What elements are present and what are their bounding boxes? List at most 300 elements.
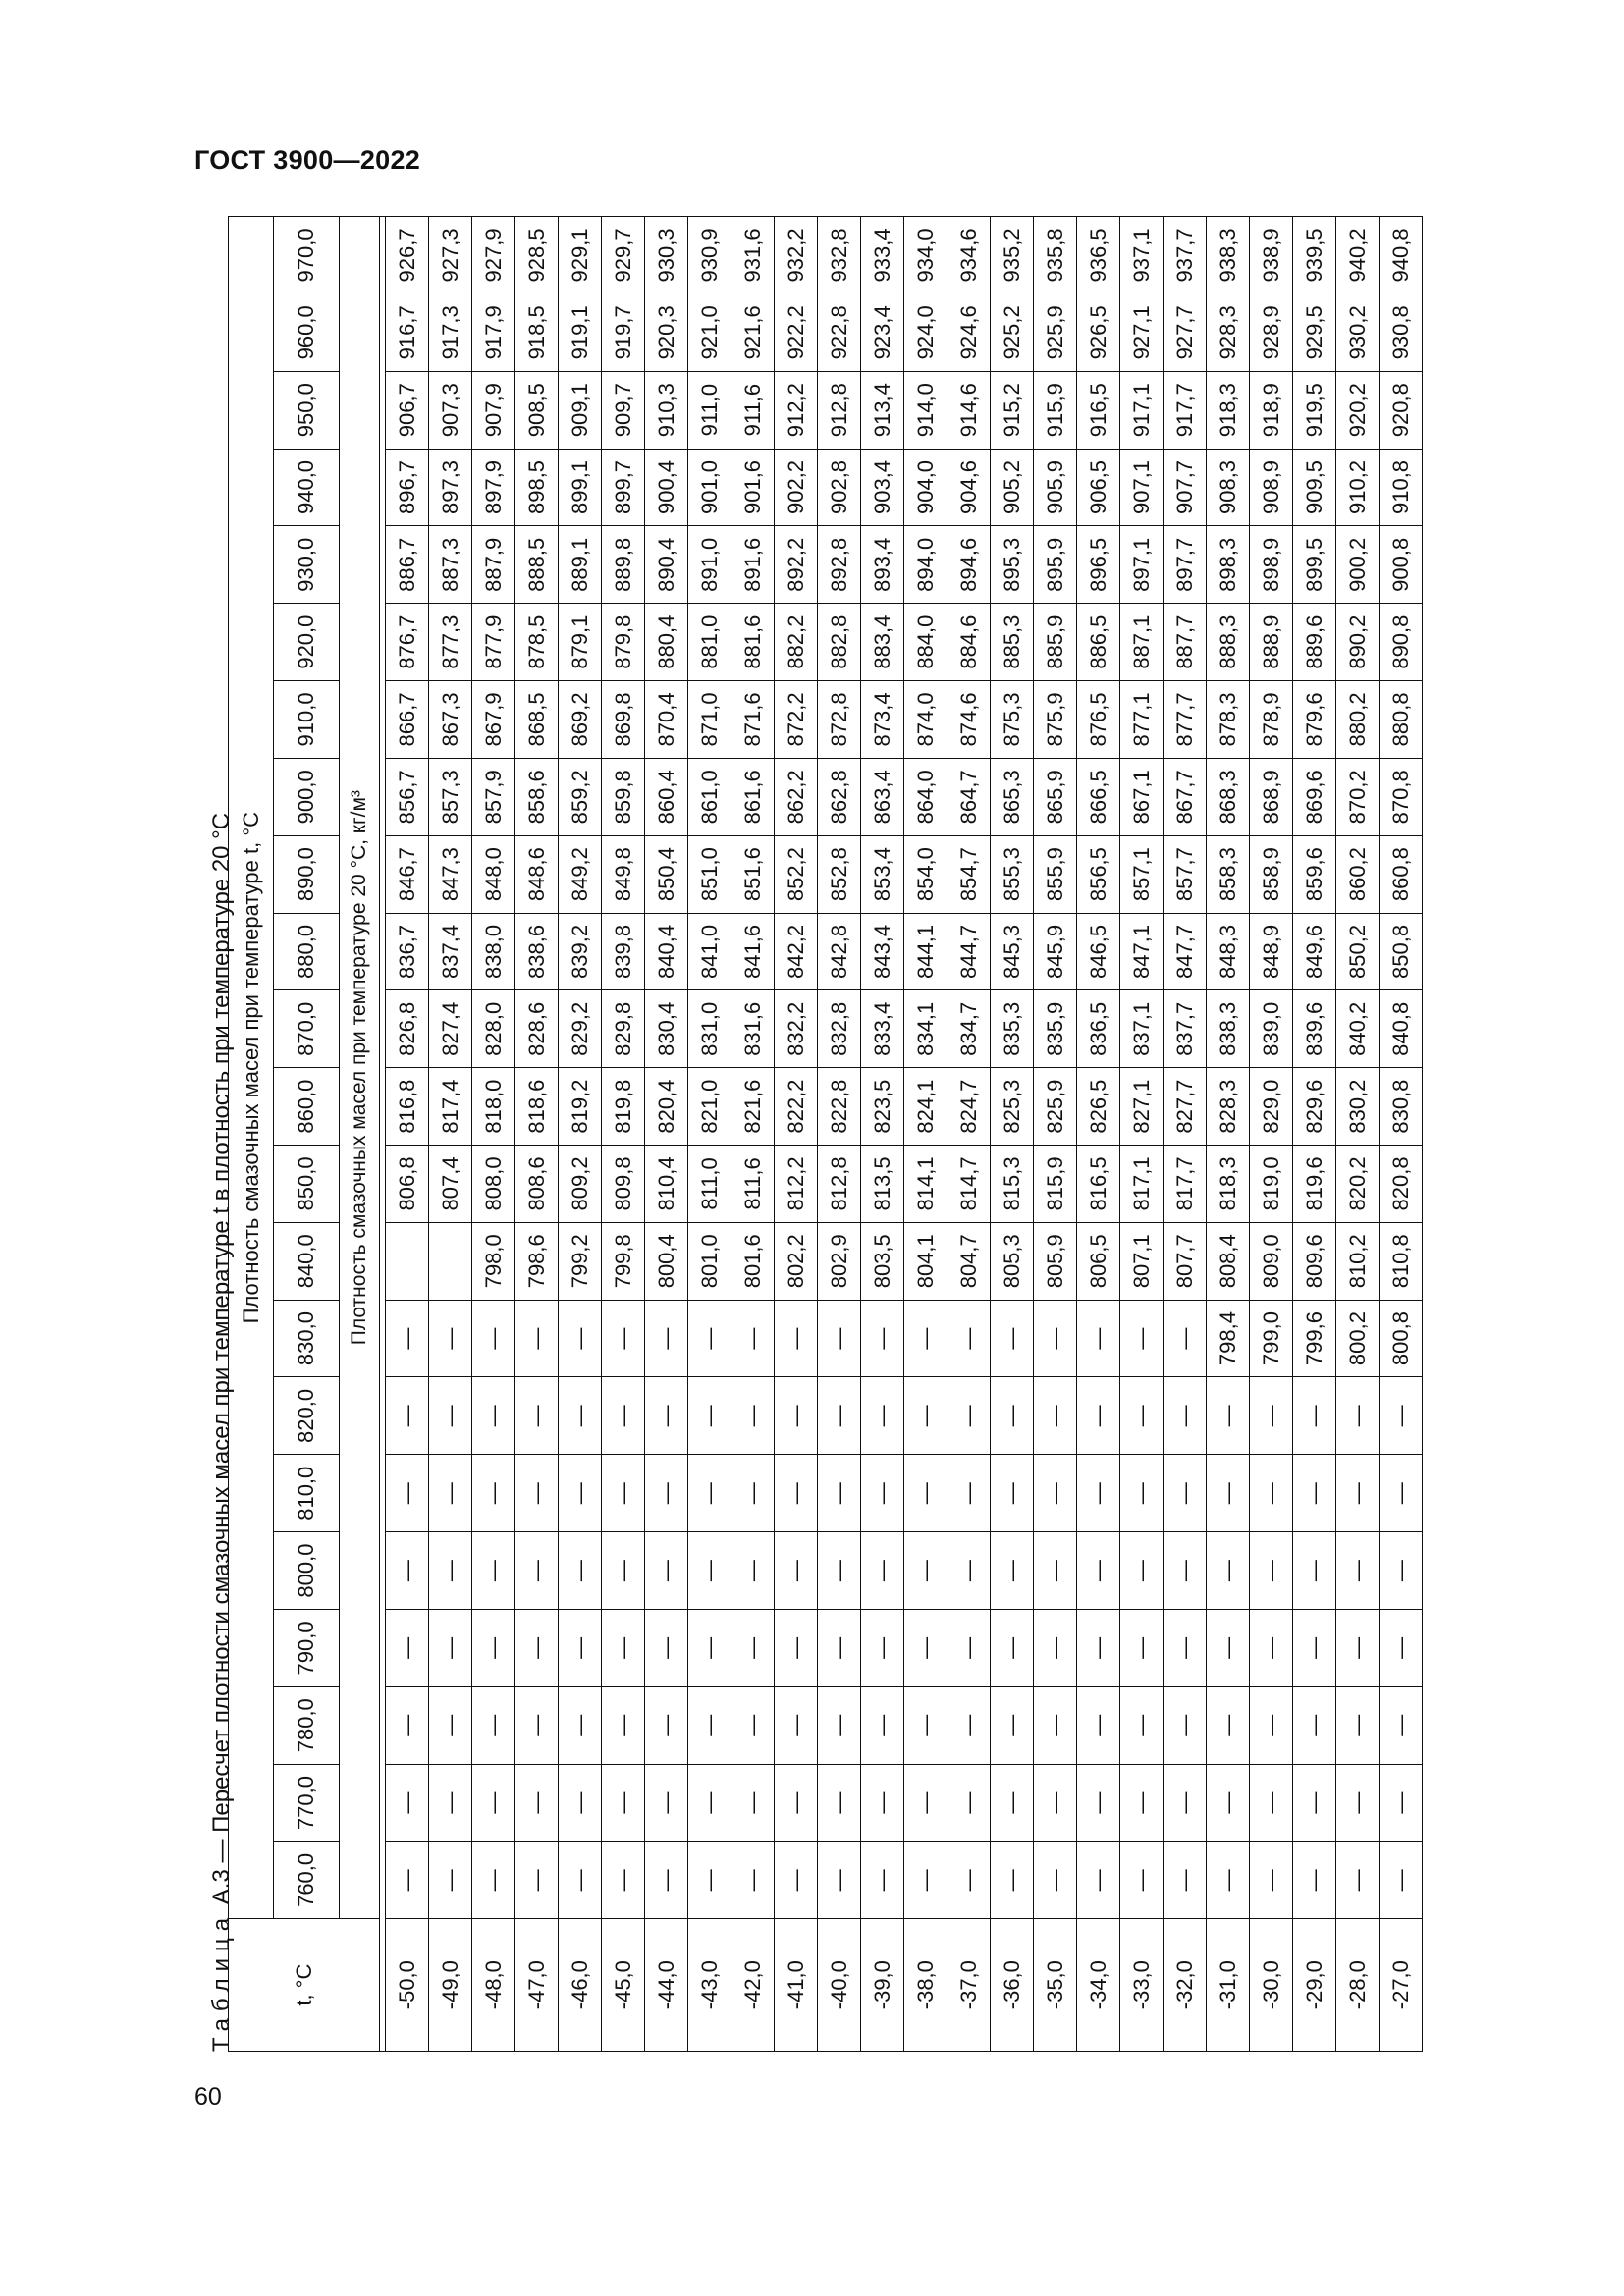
density-cell: 880,8: [1380, 681, 1423, 759]
density-cell: —: [645, 1377, 688, 1455]
table-row: [688, 217, 731, 2052]
density-cell: 897,3: [429, 449, 472, 526]
density-cell: 809,0: [1250, 1222, 1293, 1300]
density-cell: 881,6: [731, 604, 775, 681]
density-cell: —: [645, 1764, 688, 1842]
density-cell: 808,4: [1207, 1222, 1250, 1300]
density-cell: 878,5: [515, 604, 559, 681]
temperature-cell: -46,0: [559, 1919, 602, 2052]
density-cell: 821,6: [731, 1068, 775, 1146]
table-row: [1336, 217, 1380, 2052]
density-cell: —: [1293, 1609, 1336, 1686]
density-cell: 800,4: [645, 1222, 688, 1300]
density-cell: —: [645, 1455, 688, 1532]
density-cell: 908,5: [515, 371, 559, 449]
density-cell: 920,2: [1336, 371, 1380, 449]
density-cell: 846,5: [1077, 913, 1120, 990]
density-cell: 868,5: [515, 681, 559, 759]
density-cell: —: [1293, 1377, 1336, 1455]
density-cell: 871,0: [688, 681, 731, 759]
density-cell: 862,8: [818, 758, 861, 835]
density-cell: 808,0: [472, 1146, 515, 1223]
density-cell: 832,8: [818, 990, 861, 1068]
density-cell: 912,2: [775, 371, 818, 449]
density-cell: 846,7: [386, 835, 429, 913]
density-cell: 820,8: [1380, 1146, 1423, 1223]
density-cell: 805,3: [991, 1222, 1034, 1300]
density-cell: 842,2: [775, 913, 818, 990]
temperature-cell: -38,0: [904, 1919, 947, 2052]
table-row: [991, 217, 1034, 2052]
table-row: [1250, 217, 1293, 2052]
caption-prefix: Таблица: [208, 1910, 235, 2052]
density-cell: —: [429, 1377, 472, 1455]
density-cell: 909,1: [559, 371, 602, 449]
temperature-cell: -29,0: [1293, 1919, 1336, 2052]
density-cell: 876,7: [386, 604, 429, 681]
density-cell: 867,7: [1164, 758, 1207, 835]
density-cell: 822,8: [818, 1068, 861, 1146]
density-cell: 928,5: [515, 217, 559, 294]
density-cell: 861,6: [731, 758, 775, 835]
density-cell: 819,0: [1250, 1146, 1293, 1223]
density-cell: 924,6: [947, 294, 991, 371]
density-cell: —: [1120, 1686, 1164, 1764]
density-cell: 810,8: [1380, 1222, 1423, 1300]
density-cell: —: [1034, 1377, 1077, 1455]
density-cell: 878,9: [1250, 681, 1293, 759]
density-cell: —: [1250, 1686, 1293, 1764]
density-cell: 883,4: [861, 604, 904, 681]
temperature-cell: -35,0: [1034, 1919, 1077, 2052]
density-cell: —: [645, 1842, 688, 1919]
density-cell: 810,4: [645, 1146, 688, 1223]
density-cell: 889,1: [559, 526, 602, 604]
density-cell: —: [818, 1764, 861, 1842]
density-cell: 857,1: [1120, 835, 1164, 913]
density-cell: 799,8: [602, 1222, 645, 1300]
density-cell: 855,9: [1034, 835, 1077, 913]
density-cell: 878,3: [1207, 681, 1250, 759]
density-cell: —: [1380, 1532, 1423, 1610]
density-cell: —: [472, 1609, 515, 1686]
density-cell: 928,3: [1207, 294, 1250, 371]
density-cell: 899,5: [1293, 526, 1336, 604]
density-cell: 906,7: [386, 371, 429, 449]
density-cell: 799,6: [1293, 1300, 1336, 1377]
density-cell: —: [1164, 1300, 1207, 1377]
density-cell: 917,3: [429, 294, 472, 371]
density-cell: —: [1120, 1455, 1164, 1532]
table-row: [1120, 217, 1164, 2052]
density-cell: 934,0: [904, 217, 947, 294]
density-cell: 809,2: [559, 1146, 602, 1223]
density-cell: 841,6: [731, 913, 775, 990]
density-cell: 847,1: [1120, 913, 1164, 990]
density-cell: —: [1164, 1842, 1207, 1919]
density-cell: —: [947, 1532, 991, 1610]
density-cell: —: [1120, 1842, 1164, 1919]
column-header: 880,0: [274, 913, 340, 990]
density-cell: 804,1: [904, 1222, 947, 1300]
density-cell: 930,2: [1336, 294, 1380, 371]
density-cell: —: [688, 1686, 731, 1764]
density-cell: 902,2: [775, 449, 818, 526]
density-cell: —: [904, 1842, 947, 1919]
density-cell: —: [515, 1686, 559, 1764]
table-row: [429, 217, 472, 2052]
density-cell: —: [731, 1686, 775, 1764]
column-header: 850,0: [274, 1146, 340, 1223]
density-cell: 849,6: [1293, 913, 1336, 990]
density-cell: —: [1380, 1686, 1423, 1764]
density-cell: 820,4: [645, 1068, 688, 1146]
density-cell: 879,8: [602, 604, 645, 681]
density-cell: 816,5: [1077, 1146, 1120, 1223]
density-cell: 879,1: [559, 604, 602, 681]
density-cell: 930,8: [1380, 294, 1423, 371]
density-cell: —: [1207, 1764, 1250, 1842]
density-cell: —: [472, 1377, 515, 1455]
density-cell: 929,5: [1293, 294, 1336, 371]
density-cell: —: [688, 1532, 731, 1610]
density-cell: 870,4: [645, 681, 688, 759]
density-cell: 920,8: [1380, 371, 1423, 449]
density-cell: 917,9: [472, 294, 515, 371]
density-cell: 834,1: [904, 990, 947, 1068]
density-cell: —: [1034, 1764, 1077, 1842]
temperature-cell: -42,0: [731, 1919, 775, 2052]
density-cell: 800,8: [1380, 1300, 1423, 1377]
density-cell: —: [1207, 1609, 1250, 1686]
density-cell: —: [775, 1532, 818, 1610]
density-cell: 865,9: [1034, 758, 1077, 835]
density-cell: 923,4: [861, 294, 904, 371]
column-header: 930,0: [274, 526, 340, 604]
density-cell: 927,1: [1120, 294, 1164, 371]
density-conversion-table: [228, 216, 1423, 2052]
density-cell: —: [559, 1609, 602, 1686]
density-cell: —: [645, 1609, 688, 1686]
density-cell: —: [861, 1686, 904, 1764]
density-cell: —: [775, 1377, 818, 1455]
density-cell: —: [991, 1532, 1034, 1610]
density-cell: 907,3: [429, 371, 472, 449]
density-cell: 889,8: [602, 526, 645, 604]
density-cell: —: [645, 1532, 688, 1610]
density-cell: 887,9: [472, 526, 515, 604]
density-cell: —: [1250, 1532, 1293, 1610]
density-cell: 895,3: [991, 526, 1034, 604]
table-row: [1380, 217, 1423, 2052]
density-cell: 849,2: [559, 835, 602, 913]
density-cell: 891,6: [731, 526, 775, 604]
density-cell: —: [515, 1300, 559, 1377]
density-cell: —: [688, 1300, 731, 1377]
density-cell: 902,8: [818, 449, 861, 526]
density-cell: 867,9: [472, 681, 515, 759]
density-cell: —: [1077, 1764, 1120, 1842]
density-cell: —: [1380, 1609, 1423, 1686]
density-cell: 835,3: [991, 990, 1034, 1068]
density-cell: 892,8: [818, 526, 861, 604]
density-cell: —: [1077, 1686, 1120, 1764]
density-cell: 809,8: [602, 1146, 645, 1223]
density-cell: 875,9: [1034, 681, 1077, 759]
density-cell: 920,3: [645, 294, 688, 371]
density-cell: —: [429, 1609, 472, 1686]
table-row: [559, 217, 602, 2052]
density-cell: 842,8: [818, 913, 861, 990]
column-header: 790,0: [274, 1609, 340, 1686]
temperature-cell: -45,0: [602, 1919, 645, 2052]
density-cell: —: [904, 1532, 947, 1610]
density-cell: 868,9: [1250, 758, 1293, 835]
density-cell: 811,0: [688, 1146, 731, 1223]
density-cell: —: [991, 1842, 1034, 1919]
density-cell: 798,4: [1207, 1300, 1250, 1377]
density-cell: 899,1: [559, 449, 602, 526]
density-cell: 897,7: [1164, 526, 1207, 604]
density-cell: 828,6: [515, 990, 559, 1068]
density-cell: 871,6: [731, 681, 775, 759]
density-cell: 922,2: [775, 294, 818, 371]
density-cell: 836,5: [1077, 990, 1120, 1068]
density-cell: 888,3: [1207, 604, 1250, 681]
density-cell: —: [861, 1532, 904, 1610]
density-cell: —: [1120, 1300, 1164, 1377]
density-cell: 870,2: [1336, 758, 1380, 835]
density-cell: —: [1077, 1300, 1120, 1377]
density-cell: 864,7: [947, 758, 991, 835]
density-cell: 874,6: [947, 681, 991, 759]
document-header: ГОСТ 3900—2022: [194, 145, 421, 175]
density-cell: 848,6: [515, 835, 559, 913]
density-cell: 855,3: [991, 835, 1034, 913]
density-cell: 840,8: [1380, 990, 1423, 1068]
density-cell: 870,8: [1380, 758, 1423, 835]
t-header: t, °С: [229, 1919, 380, 2052]
temperature-cell: -47,0: [515, 1919, 559, 2052]
density-cell: 809,6: [1293, 1222, 1336, 1300]
density-cell: 814,1: [904, 1146, 947, 1223]
density-cell: 838,6: [515, 913, 559, 990]
table-row: [861, 217, 904, 2052]
density-cell: —: [1164, 1764, 1207, 1842]
density-cell: 833,4: [861, 990, 904, 1068]
density-cell: —: [1250, 1455, 1293, 1532]
density-cell: —: [1207, 1377, 1250, 1455]
density-cell: 857,7: [1164, 835, 1207, 913]
density-cell: 904,0: [904, 449, 947, 526]
density-cell: 901,0: [688, 449, 731, 526]
density-cell: 847,7: [1164, 913, 1207, 990]
table-row: [818, 217, 861, 2052]
density-cell: 890,4: [645, 526, 688, 604]
density-cell: —: [1164, 1609, 1207, 1686]
density-cell: 860,4: [645, 758, 688, 835]
density-cell: 815,9: [1034, 1146, 1077, 1223]
density-cell: 832,2: [775, 990, 818, 1068]
density-cell: —: [1120, 1377, 1164, 1455]
density-cell: —: [688, 1377, 731, 1455]
density-cell: 895,9: [1034, 526, 1077, 604]
density-cell: 904,6: [947, 449, 991, 526]
density-cell: 852,2: [775, 835, 818, 913]
column-header: 940,0: [274, 449, 340, 526]
density-cell: —: [991, 1609, 1034, 1686]
density-cell: 818,3: [1207, 1146, 1250, 1223]
density-cell: 844,1: [904, 913, 947, 990]
density-cell: 935,8: [1034, 217, 1077, 294]
density-cell: 886,7: [386, 526, 429, 604]
density-cell: —: [861, 1764, 904, 1842]
density-cell: —: [731, 1842, 775, 1919]
density-cell: —: [688, 1455, 731, 1532]
density-cell: —: [1336, 1842, 1380, 1919]
density-cell: 887,1: [1120, 604, 1164, 681]
density-cell: 890,2: [1336, 604, 1380, 681]
density-cell: —: [904, 1609, 947, 1686]
density-cell: —: [904, 1300, 947, 1377]
density-cell: 898,9: [1250, 526, 1293, 604]
density-cell: 808,6: [515, 1146, 559, 1223]
density-cell: 811,6: [731, 1146, 775, 1223]
column-header: 890,0: [274, 835, 340, 913]
density-cell: —: [515, 1764, 559, 1842]
density-cell: 862,2: [775, 758, 818, 835]
density-cell: 866,5: [1077, 758, 1120, 835]
density-cell: —: [1336, 1686, 1380, 1764]
density-cell: —: [602, 1377, 645, 1455]
density-cell: 938,3: [1207, 217, 1250, 294]
density-cell: 850,8: [1380, 913, 1423, 990]
density-cell: 843,4: [861, 913, 904, 990]
density-cell: 837,4: [429, 913, 472, 990]
density-cell: —: [1077, 1455, 1120, 1532]
density-cell: 927,9: [472, 217, 515, 294]
density-cell: 823,5: [861, 1068, 904, 1146]
density-cell: 905,9: [1034, 449, 1077, 526]
density-cell: 865,3: [991, 758, 1034, 835]
density-cell: —: [515, 1609, 559, 1686]
density-cell: 887,7: [1164, 604, 1207, 681]
table-row: [775, 217, 818, 2052]
density-cell: 877,7: [1164, 681, 1207, 759]
density-cell: —: [904, 1686, 947, 1764]
density-cell: 852,8: [818, 835, 861, 913]
table-row: [1164, 217, 1207, 2052]
density-cell: —: [775, 1609, 818, 1686]
density-cell: —: [1250, 1609, 1293, 1686]
density-cell: —: [559, 1300, 602, 1377]
temperature-cell: -27,0: [1380, 1919, 1423, 2052]
density-cell: —: [861, 1609, 904, 1686]
density-cell: —: [688, 1609, 731, 1686]
density-cell: —: [1164, 1686, 1207, 1764]
density-cell: 940,2: [1336, 217, 1380, 294]
density-cell: [429, 1222, 472, 1300]
density-cell: 851,0: [688, 835, 731, 913]
density-cell: 882,2: [775, 604, 818, 681]
density-cell: —: [818, 1300, 861, 1377]
density-cell: 880,2: [1336, 681, 1380, 759]
density-cell: 837,1: [1120, 990, 1164, 1068]
density-cell: 888,9: [1250, 604, 1293, 681]
density-cell: 831,6: [731, 990, 775, 1068]
density-cell: 806,8: [386, 1146, 429, 1223]
column-header: 760,0: [274, 1842, 340, 1919]
density-cell: 863,4: [861, 758, 904, 835]
column-header: 770,0: [274, 1764, 340, 1842]
page-number: 60: [194, 2083, 222, 2110]
density-cell: 914,6: [947, 371, 991, 449]
density-cell: —: [818, 1686, 861, 1764]
density-cell: 831,0: [688, 990, 731, 1068]
density-cell: —: [559, 1377, 602, 1455]
density-cell: 867,3: [429, 681, 472, 759]
density-cell: 896,5: [1077, 526, 1120, 604]
density-cell: 889,6: [1293, 604, 1336, 681]
density-cell: 927,7: [1164, 294, 1207, 371]
density-cell: —: [645, 1686, 688, 1764]
density-cell: —: [1336, 1764, 1380, 1842]
density-cell: 937,1: [1120, 217, 1164, 294]
density-cell: 798,0: [472, 1222, 515, 1300]
density-cell: 921,6: [731, 294, 775, 371]
density-cell: 896,7: [386, 449, 429, 526]
density-cell: 877,1: [1120, 681, 1164, 759]
column-header: 970,0: [274, 217, 340, 294]
rotated-table-page: [206, 216, 1483, 2052]
temperature-cell: -40,0: [818, 1919, 861, 2052]
density-cell: 819,6: [1293, 1146, 1336, 1223]
density-cell: 911,6: [731, 371, 775, 449]
density-cell: 869,6: [1293, 758, 1336, 835]
temperature-cell: -39,0: [861, 1919, 904, 2052]
density-cell: —: [1250, 1377, 1293, 1455]
column-header: 810,0: [274, 1455, 340, 1532]
density-cell: —: [559, 1842, 602, 1919]
density-cell: 919,5: [1293, 371, 1336, 449]
density-cell: 861,0: [688, 758, 731, 835]
density-cell: 903,4: [861, 449, 904, 526]
temperature-cell: -50,0: [386, 1919, 429, 2052]
density-cell: 849,8: [602, 835, 645, 913]
density-cell: —: [1120, 1532, 1164, 1610]
density-cell: —: [947, 1300, 991, 1377]
density-cell: 837,7: [1164, 990, 1207, 1068]
column-header: 960,0: [274, 294, 340, 371]
density-cell: 799,2: [559, 1222, 602, 1300]
density-cell: —: [818, 1377, 861, 1455]
density-cell: —: [1207, 1842, 1250, 1919]
density-cell: —: [904, 1455, 947, 1532]
density-cell: 907,9: [472, 371, 515, 449]
density-cell: —: [1164, 1532, 1207, 1610]
density-cell: 908,3: [1207, 449, 1250, 526]
density-cell: —: [602, 1764, 645, 1842]
density-cell: —: [559, 1532, 602, 1610]
density-cell: 829,8: [602, 990, 645, 1068]
density-cell: —: [386, 1300, 429, 1377]
density-cell: —: [472, 1842, 515, 1919]
table-row: [602, 217, 645, 2052]
density-cell: 812,2: [775, 1146, 818, 1223]
density-cell: —: [602, 1609, 645, 1686]
density-cell: 859,8: [602, 758, 645, 835]
density-cell: 836,7: [386, 913, 429, 990]
